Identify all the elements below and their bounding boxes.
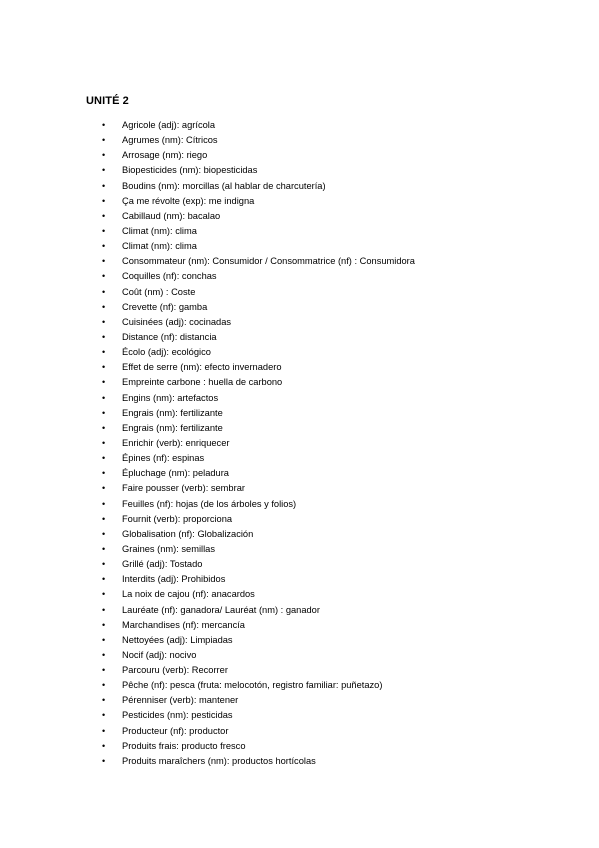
bullet-icon: •: [102, 362, 106, 373]
bullet-icon: •: [102, 755, 106, 766]
bullet-icon: •: [102, 210, 106, 221]
vocabulary-entry-text: Pêche (nf): pesca (fruta: melocotón, registro familiar: puñetazo): [122, 680, 383, 691]
vocabulary-entry-text: Coquilles (nf): conchas: [122, 271, 217, 282]
vocabulary-entry-text: Cabillaud (nm): bacalao: [122, 210, 221, 221]
bullet-icon: •: [102, 619, 106, 630]
bullet-icon: •: [102, 347, 106, 358]
vocabulary-entry-text: Fournit (verb): proporciona: [122, 513, 233, 524]
vocabulary-entry-text: Faire pousser (verb): sembrar: [122, 483, 245, 494]
vocabulary-entry-text: Cuisinées (adj): cocinadas: [122, 316, 232, 327]
bullet-icon: •: [102, 543, 106, 554]
vocabulary-entry-text: Climat (nm): clima: [122, 225, 197, 236]
bullet-icon: •: [102, 437, 106, 448]
bullet-icon: •: [102, 225, 106, 236]
vocabulary-entry-text: Nettoyées (adj): Limpiadas: [122, 634, 233, 645]
vocabulary-entry-text: Engins (nm): artefactos: [122, 392, 219, 403]
bullet-icon: •: [102, 316, 106, 327]
vocabulary-entry-text: Globalisation (nf): Globalización: [122, 528, 254, 539]
vocabulary-entry-text: Producteur (nf): productor: [122, 725, 229, 736]
vocabulary-entry-text: Biopesticides (nm): biopesticidas: [122, 165, 258, 176]
vocabulary-entry-text: Parcouru (verb): Recorrer: [122, 665, 228, 676]
vocabulary-entry-text: Interdits (adj): Prohibidos: [122, 574, 226, 585]
vocabulary-entry-text: Enrichir (verb): enriquecer: [122, 437, 230, 448]
bullet-icon: •: [102, 559, 106, 570]
bullet-icon: •: [102, 498, 106, 509]
bullet-icon: •: [102, 453, 106, 464]
bullet-icon: •: [102, 286, 106, 297]
vocabulary-entry-text: Effet de serre (nm): efecto invernadero: [122, 362, 282, 373]
bullet-icon: •: [102, 634, 106, 645]
bullet-icon: •: [102, 331, 106, 342]
vocabulary-entry-text: Pesticides (nm): pesticidas: [122, 710, 233, 721]
vocabulary-entry-text: Grillé (adj): Tostado: [122, 559, 203, 570]
vocabulary-entry-text: Épluchage (nm): peladura: [122, 468, 229, 479]
bullet-icon: •: [102, 725, 106, 736]
vocabulary-entry-text: Épines (nf): espinas: [122, 453, 205, 464]
vocabulary-entry-text: Ça me révolte (exp): me indigna: [122, 195, 255, 206]
bullet-icon: •: [102, 301, 106, 312]
vocabulary-entry-text: Nocif (adj): nocivo: [122, 649, 197, 660]
bullet-icon: •: [102, 589, 106, 600]
bullet-icon: •: [102, 604, 106, 615]
bullet-icon: •: [102, 392, 106, 403]
bullet-icon: •: [102, 377, 106, 388]
vocabulary-entry-text: Produits frais: producto fresco: [122, 740, 246, 751]
bullet-icon: •: [102, 483, 106, 494]
bullet-icon: •: [102, 256, 106, 267]
bullet-icon: •: [102, 710, 106, 721]
bullet-icon: •: [102, 513, 106, 524]
vocabulary-entry-text: Empreinte carbone : huella de carbono: [122, 377, 283, 388]
vocabulary-entry-text: Feuilles (nf): hojas (de los árboles y folios): [122, 498, 297, 509]
bullet-icon: •: [102, 180, 106, 191]
vocabulary-entry-text: Agrumes (nm): Cítricos: [122, 135, 218, 146]
vocabulary-entry-text: Coût (nm) : Coste: [122, 286, 196, 297]
bullet-icon: •: [102, 680, 106, 691]
vocabulary-entry-text: Lauréate (nf): ganadora/ Lauréat (nm) : ganador: [122, 604, 320, 615]
bullet-icon: •: [102, 740, 106, 751]
vocabulary-entry-text: Boudins (nm): morcillas (al hablar de charcutería): [122, 180, 326, 191]
bullet-icon: •: [102, 422, 106, 433]
vocabulary-entry-text: Arrosage (nm): riego: [122, 150, 208, 161]
bullet-icon: •: [102, 665, 106, 676]
bullet-icon: •: [102, 135, 106, 146]
bullet-icon: •: [102, 241, 106, 252]
bullet-icon: •: [102, 150, 106, 161]
bullet-icon: •: [102, 468, 106, 479]
bullet-icon: •: [102, 574, 106, 585]
vocabulary-entry-text: Consommateur (nm): Consumidor / Consommatrice (nf) : Consumidora: [122, 256, 415, 267]
bullet-icon: •: [102, 195, 106, 206]
vocabulary-entry-text: Engrais (nm): fertilizante: [122, 422, 223, 433]
bullet-icon: •: [102, 649, 106, 660]
unit-heading: UNITÉ 2: [86, 95, 129, 107]
vocabulary-entry-text: Graines (nm): semillas: [122, 543, 215, 554]
vocabulary-entry-text: Engrais (nm): fertilizante: [122, 407, 223, 418]
vocabulary-entry-text: Écolo (adj): ecológico: [122, 347, 211, 358]
vocabulary-entry-text: Distance (nf): distancia: [122, 331, 217, 342]
vocabulary-entry-text: La noix de cajou (nf): anacardos: [122, 589, 255, 600]
vocabulary-entry-text: Marchandises (nf): mercancía: [122, 619, 245, 630]
bullet-icon: •: [102, 271, 106, 282]
bullet-icon: •: [102, 695, 106, 706]
bullet-icon: •: [102, 528, 106, 539]
vocabulary-entry-text: Pérenniser (verb): mantener: [122, 695, 239, 706]
vocabulary-entry-text: Crevette (nf): gamba: [122, 301, 208, 312]
vocabulary-entry-text: Agricole (adj): agrícola: [122, 120, 216, 130]
vocabulary-entry-text: Climat (nm): clima: [122, 241, 197, 252]
bullet-icon: •: [102, 407, 106, 418]
bullet-icon: •: [102, 165, 106, 176]
bullet-icon: •: [102, 120, 106, 130]
vocabulary-entry-text: Produits maraîchers (nm): productos hortícolas: [122, 755, 316, 766]
